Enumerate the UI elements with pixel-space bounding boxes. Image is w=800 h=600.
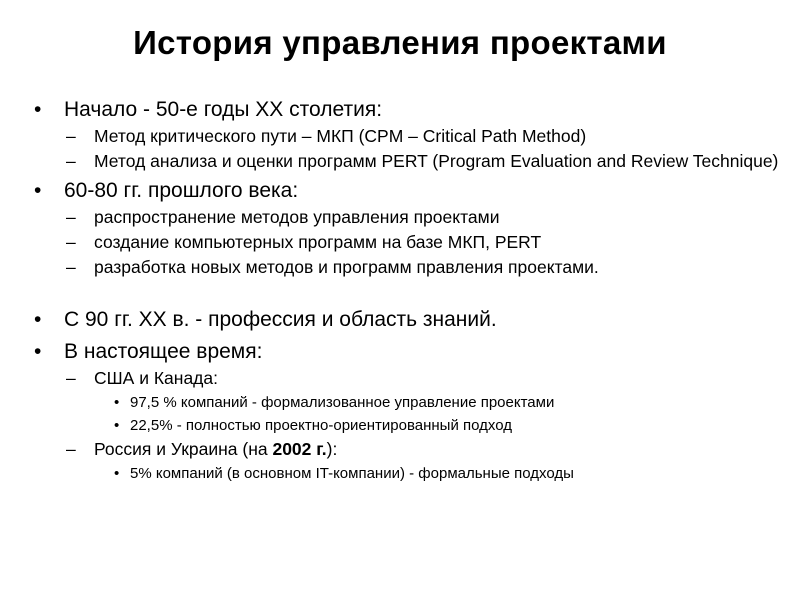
sub-sub-bullet-item [34,415,790,436]
dash-icon: – [66,126,76,146]
sub-bullet-item [34,206,790,229]
sub-sub-bullet-item [34,463,790,484]
bullet-dot-icon: • [114,417,120,434]
sub-bullet-item [34,256,790,279]
sub-bullet-text: Метод анализа и оценки программ PERT (Program Evaluation and Review Technique) [94,151,779,171]
bullet-dot-icon: • [114,394,120,411]
sub-bullet-item [34,125,790,148]
sub-bullet-item [34,367,790,390]
bullet-item [34,96,790,123]
sub-bullet-text: создание компьютерных программ на базе МКП, PERT [94,232,542,252]
bullet-item [34,338,790,365]
bullet-item [34,177,790,204]
bullet-dot-icon: • [34,340,42,363]
bullet-item [34,306,790,333]
dash-icon: – [66,151,76,171]
sub-bullet-item [34,438,790,461]
sub-sub-bullet-text: 5% компаний (в основном IT-компании) - формальные подходы [130,465,574,482]
bullet-dot-icon: • [114,465,120,482]
sub-bullet-text-bold: 2002 г. [272,439,327,459]
slide-content [34,96,790,484]
bullet-text: В настоящее время: [64,340,263,363]
bullet-text: С 90 гг. XX в. - профессия и область знаний. [64,308,497,331]
sub-bullet-item [34,150,794,172]
sub-sub-bullet-text: 22,5% - полностью проектно-ориентированный подход [130,417,512,434]
sub-bullet-text-after: ): [326,439,338,459]
sub-bullet-text: США и Канада: [94,368,218,388]
bullet-text: Начало - 50-е годы XX столетия: [64,98,383,121]
sub-bullet-text-before: Россия и Украина (на [94,439,273,459]
sub-bullet-text: распространение методов управления проектами [94,207,500,227]
dash-icon: – [66,257,76,277]
bullet-dot-icon: • [34,179,42,202]
sub-sub-bullet-text: 97,5 % компаний - формализованное управление проектами [130,394,555,411]
sub-bullet-item [34,231,790,254]
bullet-text: 60-80 гг. прошлого века: [64,179,299,202]
dash-icon: – [66,439,76,459]
sub-sub-bullet-item [34,392,790,413]
dash-icon: – [66,368,76,388]
dash-icon: – [66,232,76,252]
bullet-dot-icon: • [34,308,42,331]
dash-icon: – [66,207,76,227]
bullet-dot-icon: • [34,98,42,121]
slide-title: История управления проектами [133,24,667,61]
sub-bullet-text: Метод критического пути – МКП (CPM – Critical Path Method) [94,126,587,146]
sub-bullet-text: разработка новых методов и программ правления проектами. [94,257,599,277]
